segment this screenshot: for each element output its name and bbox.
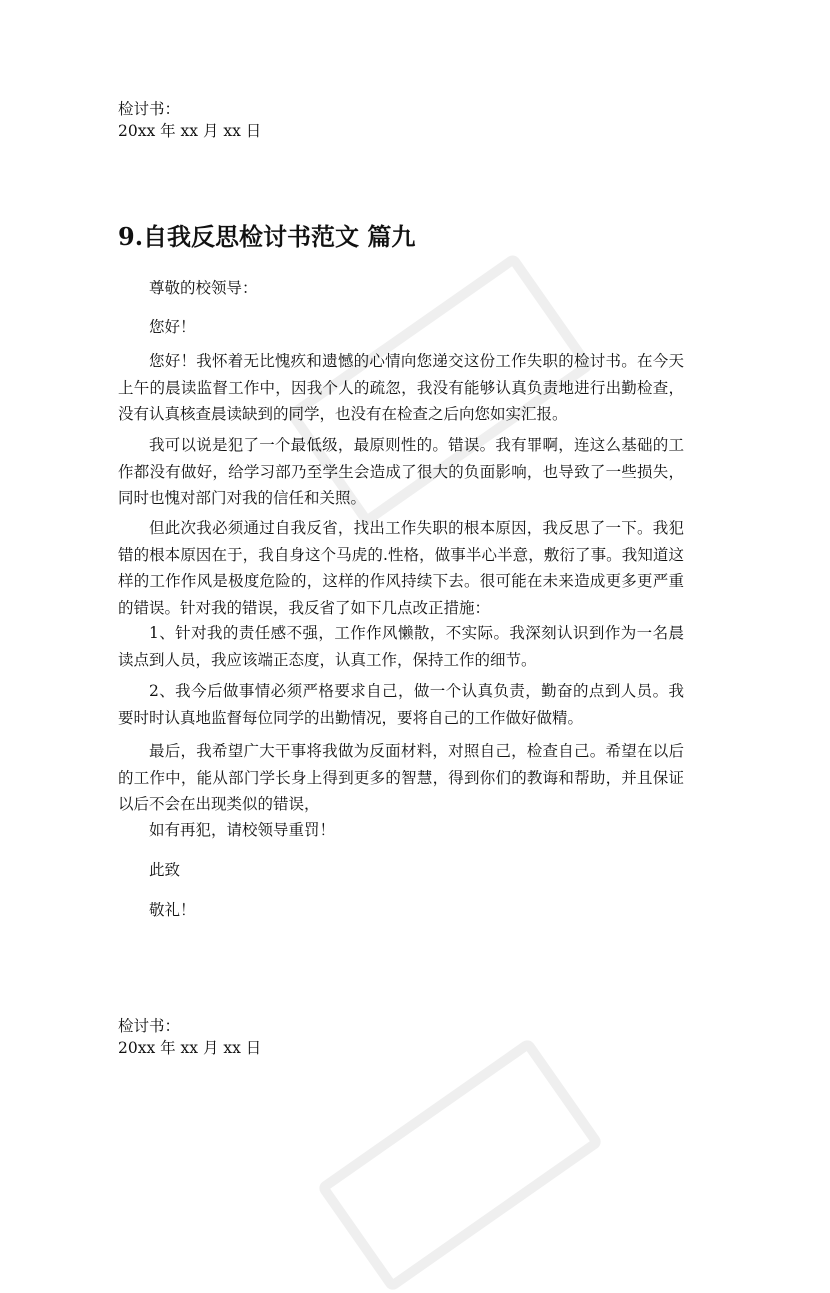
salutation: 尊敬的校领导：: [149, 279, 258, 297]
body-paragraph: 最后，我希望广大干事将我做为反面材料，对照自己，检查自己。希望在以后的工作中，能从部门学长身上得到更多的智慧，得到你们的教诲和帮助，并且保证以后不会在出现类似的错误，: [118, 742, 684, 813]
greeting: 您好！: [149, 318, 196, 336]
signature-date: 20xx 年 xx 月 xx 日: [118, 1039, 262, 1057]
signature-label: 检讨书：: [118, 1017, 181, 1035]
body-paragraph: 您好！我怀着无比愧疚和遗憾的心情向您递交这份工作失职的检讨书。在今天上午的晨读监督工作中，因我个人的疏忽，我没有能够认真负责地进行出勤检查，没有认真核查晨读缺到的同学，也没有在检查之后向您如实汇报。: [118, 352, 684, 423]
body-paragraph: 1、针对我的责任感不强，工作作风懒散，不实际。我深刻认识到作为一名晨读点到人员，我应该端正态度，认真工作，保持工作的细节。: [118, 624, 684, 669]
body-paragraph: 我可以说是犯了一个最低级，最原则性的。错误。我有罪啊，连这么基础的工作都没有做好，给学习部乃至学生会造成了很大的负面影响，也导致了一些损失，同时也愧对部门对我的信任和关照。: [118, 436, 684, 507]
body-paragraph: 2、我今后做事情必须严格要求自己，做一个认真负责，勤奋的点到人员。我要时时认真地监督每位同学的出勤情况，要将自己的工作做好做精。: [118, 682, 684, 727]
top-signature: [118, 98, 710, 142]
closing-line: 此致: [149, 861, 181, 879]
closing-line: 敬礼！: [149, 901, 196, 919]
section-heading: 9.自我反思检讨书范文 篇九: [118, 222, 416, 251]
bottom-signature: [118, 1015, 710, 1059]
signature-date: 20xx 年 xx 月 xx 日: [118, 122, 262, 140]
watermark: [316, 1037, 604, 1293]
signature-label: 检讨书：: [118, 100, 181, 118]
body-paragraph: 如有再犯，请校领导重罚！: [149, 821, 336, 839]
body-paragraph: 但此次我必须通过自我反省，找出工作失职的根本原因，我反思了一下。我犯错的根本原因在于，我自身这个马虎的.性格，做事半心半意，敷衍了事。我知道这样的工作作风是极度危险的，这样的作风持续下去。很可能在未来造成更多更严重的错误。针对我的错误，我反省了如下几点改正措施：: [118, 519, 684, 617]
